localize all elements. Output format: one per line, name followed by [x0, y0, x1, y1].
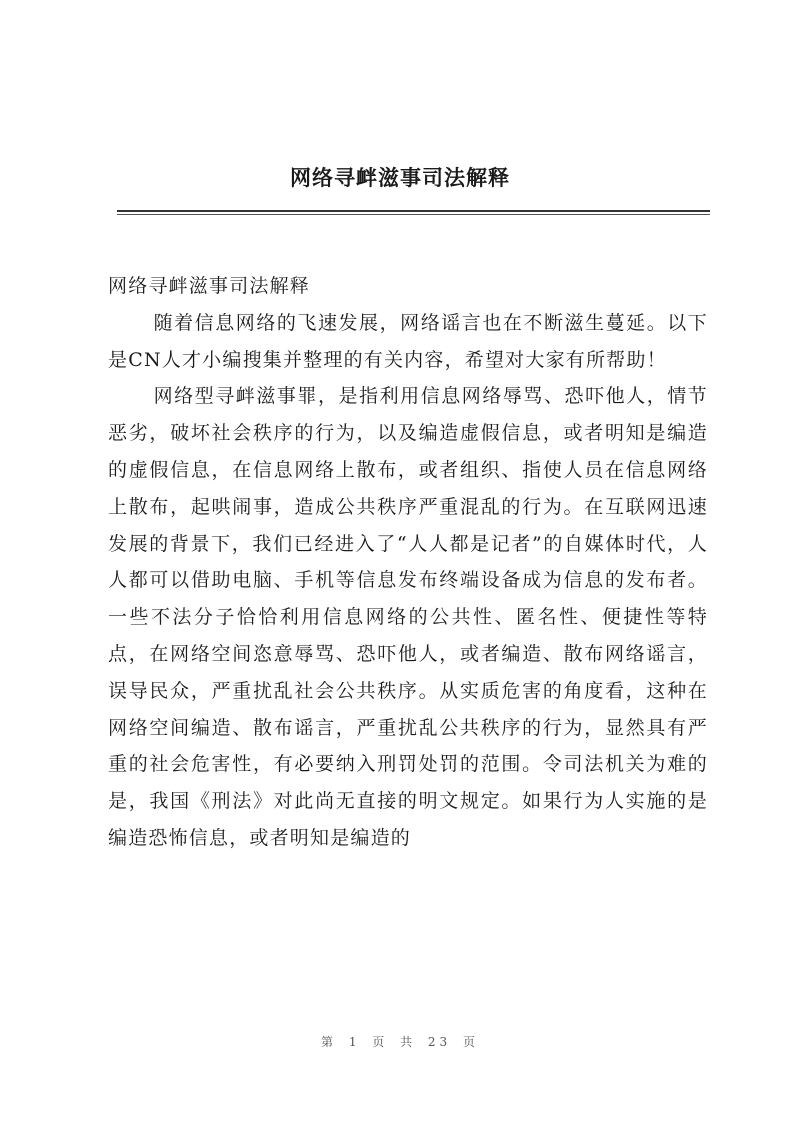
- document-body: [108, 268, 708, 857]
- paragraph-definition: 网络型寻衅滋事罪，是指利用信息网络辱骂、恐吓他人，情节恶劣，破坏社会秩序的行为，以及编造虚假信息，或者明知是编造的虚假信息，在信息网络上散布，或者组织、指使人员在信息网络上散布，起哄闹事，造成公共秩序严重混乱的行为。在互联网迅速发展的背景下，我们已经进入了“人人都是记者”的自媒体时代，人人都可以借助电脑、手机等信息发布终端设备成为信息的发布者。一些不法分子恰恰利用信息网络的公共性、匿名性、便捷性等特点，在网络空间恣意辱骂、恐吓他人，或者编造、散布网络谣言，误导民众，严重扰乱社会公共秩序。从实质危害的角度看，这种在网络空间编造、散布谣言，严重扰乱公共秩序的行为，显然具有严重的社会危害性，有必要纳入刑罚处罚的范围。令司法机关为难的是，我国《刑法》对此尚无直接的明文规定。如果行为人实施的是编造恐怖信息，或者明知是编造的: [108, 385, 708, 849]
- page-title: 网络寻衅滋事司法解释: [290, 166, 510, 190]
- document-heading: 网络寻衅滋事司法解释: [108, 275, 311, 297]
- paragraph-intro: 随着信息网络的飞速发展，网络谣言也在不断滋生蔓延。以下是CN人才小编搜集并整理的有关内容，希望对大家有所帮助！: [108, 311, 708, 371]
- page-number-footer: 第 1 页 共 23 页: [321, 1035, 479, 1049]
- title-divider: [117, 210, 710, 212]
- title-divider-thin: [117, 214, 710, 215]
